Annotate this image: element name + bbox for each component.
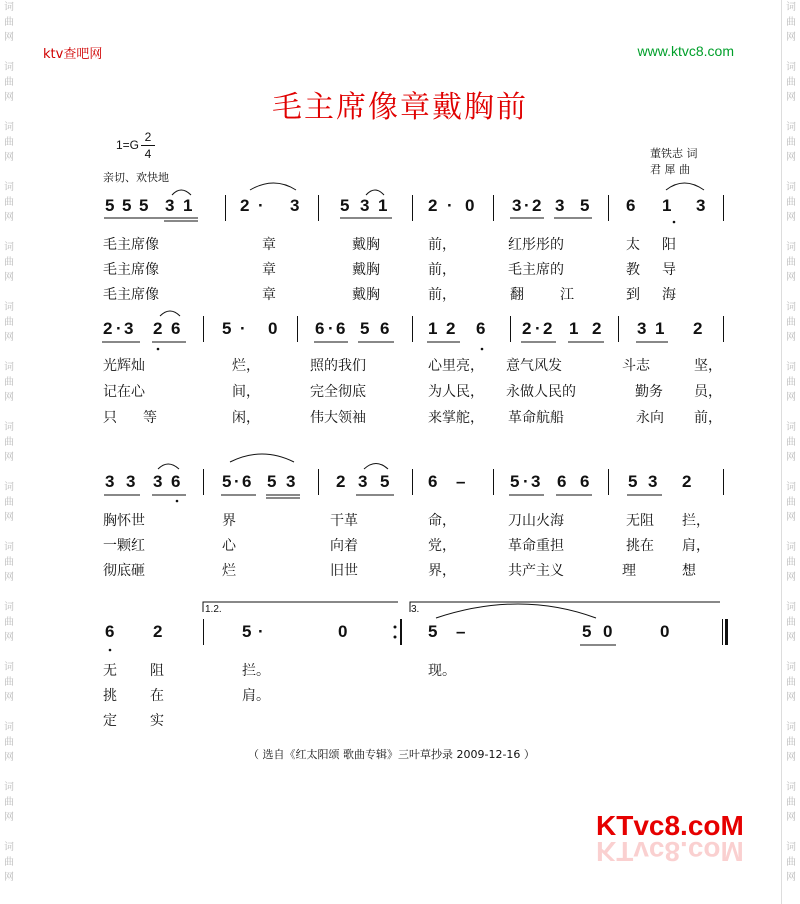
time-signature [141, 130, 155, 161]
slur [366, 190, 384, 195]
lyric: 到 [626, 287, 640, 303]
note: 5 [267, 472, 277, 491]
note: 6 [171, 319, 181, 338]
note-dot: · [524, 196, 530, 215]
note: 3 [105, 472, 115, 491]
note-dot: · [328, 319, 334, 338]
barline [608, 469, 609, 495]
composer-credit: 君 犀 曲 [650, 163, 690, 176]
note: 5 [582, 622, 592, 641]
note: 6 [380, 319, 390, 338]
note: 3 [531, 472, 541, 491]
lyrics-row-4a [0, 660, 800, 680]
credits [650, 146, 698, 178]
lyric: 员， [694, 384, 722, 400]
lyric: 一颗红 [103, 538, 145, 554]
lyric: 肩， [682, 538, 710, 554]
site-logo-reflection: KTvc8.coM [596, 836, 744, 867]
note: 2 [336, 472, 346, 491]
lyric: 章 [262, 237, 276, 253]
lyric: 无 [103, 663, 117, 679]
notation-row-1 [0, 196, 800, 222]
slur [364, 464, 388, 470]
meter-top: 2 [144, 130, 152, 144]
lyric: 挑在 [626, 538, 654, 554]
note: 3 [358, 472, 368, 491]
notation-row-3 [0, 472, 800, 498]
lyric: 戴胸 [352, 262, 380, 278]
note: 5 [580, 196, 590, 215]
note: 5 [222, 472, 232, 491]
note: 0 [268, 319, 278, 338]
octave-dot [157, 348, 160, 351]
left-watermark-strip: 词 曲 网 词 曲 网 词 曲 网 词 曲 网 词 曲 网 词 曲 网 词 曲 网 词 曲 网 词 曲 网 词 曲 网 词 曲 网 词 曲 网 词 曲 网 词 曲 网 词 曲 网 [4, 2, 14, 883]
note: 5 [340, 196, 350, 215]
note: 3 [126, 472, 136, 491]
volta-1-2-label: 1.2. [205, 604, 222, 615]
note: 3 [286, 472, 296, 491]
lyric: 界 [222, 513, 236, 529]
note: 6 [476, 319, 486, 338]
note: 6 [171, 472, 181, 491]
note: 1 [378, 196, 388, 215]
lyric: 无阻 [626, 513, 654, 529]
lyric: 现。 [428, 663, 456, 679]
note: 0 [465, 196, 475, 215]
note: 2 [240, 196, 250, 215]
barline [412, 316, 413, 342]
lyric: 前， [428, 287, 456, 303]
lyric: 心里亮， [428, 358, 484, 374]
final-barline-thick [725, 619, 728, 645]
lyric: 烂， [232, 358, 260, 374]
lyric: 勤务 [635, 384, 663, 400]
lyric: 烂 [222, 563, 236, 579]
meter-divider [141, 145, 155, 146]
note: 1 [183, 196, 193, 215]
lyric: 胸怀世 [103, 513, 145, 529]
lyric: 旧世 [330, 563, 358, 579]
lyric: 完全彻底 [310, 384, 366, 400]
note-dot: · [116, 319, 122, 338]
lyric: 向着 [330, 538, 358, 554]
note: 3 [512, 196, 522, 215]
barline [412, 469, 413, 495]
barline [608, 195, 609, 221]
note: 3 [637, 319, 647, 338]
lyric: 挑 [103, 688, 117, 704]
lyric: 戴胸 [352, 287, 380, 303]
barline [510, 316, 511, 342]
final-barline-thin [722, 619, 723, 645]
note: 3 [360, 196, 370, 215]
volta-3-label: 3. [411, 604, 420, 615]
note: 1 [662, 196, 672, 215]
note: 5 [380, 472, 390, 491]
source-note: （ 选自《红太阳颂 歌曲专辑》三叶草抄录 2009-12-16 ） [248, 748, 535, 761]
volta-bracket-1-2 [203, 602, 398, 612]
lyric: 闲， [232, 410, 260, 426]
lyrics-row-2b [0, 381, 800, 401]
slur [250, 183, 296, 190]
note: 2 [153, 622, 163, 641]
slur [666, 183, 704, 190]
site-name-link[interactable]: ktv查吧网 [43, 47, 103, 62]
barline [203, 619, 204, 645]
lyric: 章 [262, 287, 276, 303]
lyric: 拦。 [242, 663, 270, 679]
lyric: 意气风发 [506, 358, 562, 374]
barline [723, 469, 724, 495]
lyrics-row-4c [0, 710, 800, 730]
octave-dot [481, 348, 484, 351]
lyricist-credit: 董铁志 词 [650, 147, 698, 160]
note-dot: · [258, 196, 264, 215]
site-url-link[interactable]: www.ktvc8.com [637, 43, 734, 59]
lyric: 来掌舵， [428, 410, 484, 426]
lyric: 阳 [662, 237, 676, 253]
octave-dot [176, 500, 179, 503]
notation-row-2 [0, 319, 800, 345]
barline [723, 195, 724, 221]
barline [493, 195, 494, 221]
lyric: 拦， [682, 513, 710, 529]
right-watermark-strip: 词 曲 网 词 曲 网 词 曲 网 词 曲 网 词 曲 网 词 曲 网 词 曲 网 词 曲 网 词 曲 网 词 曲 网 词 曲 网 词 曲 网 词 曲 网 词 曲 网 词 曲 网 [781, 0, 800, 904]
lyrics-row-3c [0, 560, 800, 580]
lyric: 伟大领袖 [310, 410, 366, 426]
note: 6 [428, 472, 438, 491]
barline [723, 316, 724, 342]
note: 5 [428, 622, 438, 641]
note: 6 [626, 196, 636, 215]
note: 2 [153, 319, 163, 338]
slur [172, 190, 191, 195]
lyric: 为人民， [428, 384, 484, 400]
lyrics-row-1c [0, 284, 800, 304]
lyric: 红彤彤的 [508, 237, 564, 253]
note: 5 [360, 319, 370, 338]
barline [203, 469, 204, 495]
barline [493, 469, 494, 495]
tempo-marking: 亲切、欢快地 [103, 171, 169, 184]
lyric: 照的我们 [310, 358, 366, 374]
barline [318, 195, 319, 221]
note: 5 [222, 319, 232, 338]
note: 2 [446, 319, 456, 338]
note: 2 [682, 472, 692, 491]
note-dot: · [447, 196, 453, 215]
lyric: 永做人民的 [506, 384, 576, 400]
lyrics-row-4b [0, 685, 800, 705]
lyric: 革命航船 [508, 410, 564, 426]
note: 2 [532, 196, 542, 215]
meter-bottom: 4 [144, 147, 152, 161]
lyric: 前， [428, 262, 456, 278]
lyric: 翻 [510, 287, 524, 303]
repeat-barline [400, 619, 402, 645]
note: 3 [165, 196, 175, 215]
lyric: 肩。 [242, 688, 270, 704]
song-title: 毛主席像章戴胸前 [272, 90, 528, 125]
lyric: 干革 [330, 513, 358, 529]
barline [618, 316, 619, 342]
note: 2 [103, 319, 113, 338]
lyric: 教 [626, 262, 640, 278]
lyric: 等 [143, 410, 157, 426]
note: 3 [555, 196, 565, 215]
note-dot: · [535, 319, 541, 338]
lyric: 毛主席像 [103, 287, 159, 303]
note: 6 [336, 319, 346, 338]
barline [203, 316, 204, 342]
lyric: 永向 [636, 410, 664, 426]
note: 6 [315, 319, 325, 338]
note: 2 [592, 319, 602, 338]
lyric: 江 [560, 287, 574, 303]
lyric: 坚， [694, 358, 722, 374]
lyric: 斗志 [622, 358, 650, 374]
barline [297, 316, 298, 342]
note-dot: · [523, 472, 529, 491]
lyrics-row-3b [0, 535, 800, 555]
lyric: 实 [150, 713, 164, 729]
lyric: 党， [428, 538, 456, 554]
site-logo[interactable]: KTvc8.coM [596, 810, 744, 841]
barline [412, 195, 413, 221]
lyric: 在 [150, 688, 164, 704]
lyrics-row-2a [0, 355, 800, 375]
note: 2 [543, 319, 553, 338]
note: 3 [290, 196, 300, 215]
note: 2 [693, 319, 703, 338]
octave-dot [109, 649, 112, 652]
lyric: 间， [232, 384, 260, 400]
note-dot: · [258, 622, 264, 641]
lyric: 想 [682, 563, 696, 579]
lyric: 导 [662, 262, 676, 278]
barline [225, 195, 226, 221]
note: 0 [660, 622, 670, 641]
slur [436, 604, 596, 618]
lyrics-row-1b [0, 259, 800, 279]
slur [158, 464, 179, 469]
note: 6 [105, 622, 115, 641]
lyric: 毛主席的 [508, 262, 564, 278]
note: 6 [557, 472, 567, 491]
note: 5 [122, 196, 132, 215]
lyric: 理 [622, 563, 636, 579]
note: 1 [428, 319, 438, 338]
note: 5 [139, 196, 149, 215]
lyric: 革命重担 [508, 538, 564, 554]
note: 5 [105, 196, 115, 215]
lyric: 毛主席像 [103, 237, 159, 253]
barline [318, 469, 319, 495]
slur [160, 311, 180, 316]
lyric: 太 [626, 237, 640, 253]
note: 6 [242, 472, 252, 491]
lyric: 共产主义 [508, 563, 564, 579]
volta-bracket-3 [410, 602, 720, 612]
lyrics-row-1a [0, 234, 800, 254]
lyric: 前， [428, 237, 456, 253]
note: 3 [648, 472, 658, 491]
lyric: 彻底砸 [103, 563, 145, 579]
lyric: 阻 [150, 663, 164, 679]
lyric: 命， [428, 513, 456, 529]
note: 5 [510, 472, 520, 491]
note: 0 [603, 622, 613, 641]
lyric: 界， [428, 563, 456, 579]
lyric: 记在心 [103, 384, 145, 400]
note: 3 [124, 319, 134, 338]
note: 0 [338, 622, 348, 641]
note: 1 [569, 319, 579, 338]
note: 2 [428, 196, 438, 215]
lyric: 心 [222, 538, 236, 554]
lyric: 毛主席像 [103, 262, 159, 278]
lyrics-row-2c [0, 407, 800, 427]
lyrics-row-3a [0, 510, 800, 530]
note-dot: · [234, 472, 240, 491]
note: 1 [655, 319, 665, 338]
note: 3 [696, 196, 706, 215]
lyric: 海 [662, 287, 676, 303]
lyric: 定 [103, 713, 117, 729]
note: 2 [522, 319, 532, 338]
lyric: 前， [694, 410, 722, 426]
lyric: 章 [262, 262, 276, 278]
lyric: 戴胸 [352, 237, 380, 253]
lyric: 只 [103, 410, 117, 426]
note-dash: – [456, 622, 466, 641]
lyric: 刀山火海 [508, 513, 564, 529]
note-dot: · [240, 319, 246, 338]
slur [230, 454, 294, 462]
lyric: 光辉灿 [103, 358, 145, 374]
note: 5 [628, 472, 638, 491]
note-dash: – [456, 472, 466, 491]
note: 6 [580, 472, 590, 491]
key-signature: 1=G [116, 138, 140, 152]
note: 5 [242, 622, 252, 641]
note: 3 [153, 472, 163, 491]
